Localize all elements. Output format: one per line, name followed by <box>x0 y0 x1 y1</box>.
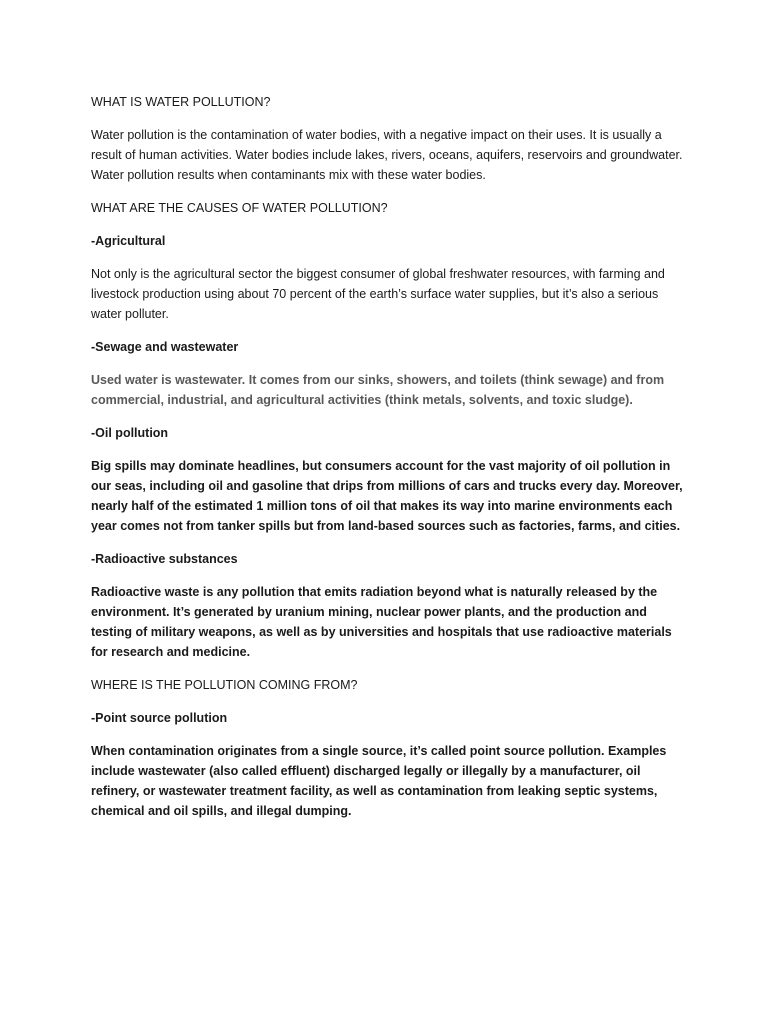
subheading-oil-pollution: -Oil pollution <box>91 426 169 440</box>
heading-what-is-water-pollution: WHAT IS WATER POLLUTION? <box>91 95 271 109</box>
paragraph-radioactive: Radioactive waste is any pollution that emits radiation beyond what is naturally released by the environment. It’s generated by uranium mining, nuclear power plants, and the production and testing of military weapons, as well as by universities and hospitals that use radioactive materials for research and medicine. <box>91 585 672 659</box>
paragraph-definition: Water pollution is the contamination of water bodies, with a negative impact on their uses. It is usually a result of human activities. Water bodies include lakes, rivers, oceans, aquifers, reservoirs and groundwater. Water pollution results when contaminants mix with these water bodies. <box>91 128 683 182</box>
paragraph-sewage: Used water is wastewater. It comes from our sinks, showers, and toilets (think sewage) and from commercial, industrial, and agricultural activities (think metals, solvents, and toxic sludge). <box>91 373 665 407</box>
subheading-point-source: -Point source pollution <box>91 711 228 725</box>
heading-pollution-sources: WHERE IS THE POLLUTION COMING FROM? <box>91 678 358 692</box>
paragraph-agricultural: Not only is the agricultural sector the biggest consumer of global freshwater resources, with farming and livestock production using about 70 percent of the earth’s surface water supplies, but it’s also a serious water polluter. <box>91 267 665 321</box>
heading-causes: WHAT ARE THE CAUSES OF WATER POLLUTION? <box>91 201 388 215</box>
subheading-agricultural: -Agricultural <box>91 234 166 248</box>
paragraph-point-source: When contamination originates from a single source, it’s called point source pollution. Examples include wastewater (also called effluent) discharged legally or illegally by a manufacturer, oil refinery, or wastewater treatment facility, as well as contamination from leaking septic systems, chemical and oil spills, and illegal dumping. <box>91 744 667 818</box>
paragraph-oil-pollution: Big spills may dominate headlines, but consumers account for the vast majority of oil pollution in our seas, including oil and gasoline that drips from millions of cars and trucks every day. Moreover, nearly half of the estimated 1 million tons of oil that makes its way into marine environments each year comes not from tanker spills but from land-based sources such as factories, farms, and cities. <box>91 459 683 533</box>
document-body <box>91 92 691 834</box>
subheading-radioactive: -Radioactive substances <box>91 552 238 566</box>
subheading-sewage: -Sewage and wastewater <box>91 340 239 354</box>
